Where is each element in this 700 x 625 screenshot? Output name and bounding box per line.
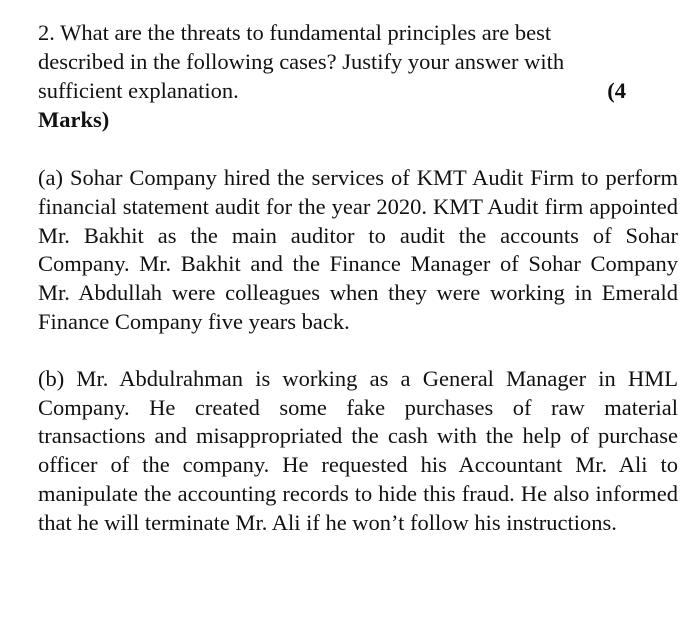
case-a-paragraph: (a) Sohar Company hired the services of KMT Audit Firm to perform financial statement audit for the year 2020. KMT Audit firm appointed Mr. Bakhit as the main auditor to audit the accounts of Sohar Company. Mr. Bakhit and the Finance Manager of Sohar Company Mr. Abdullah were colleagues when they were working in Emerald Finance Company five years back.: [38, 165, 678, 334]
question-line-3-text: sufficient explanation.: [38, 78, 239, 103]
marks-open: (4: [607, 78, 626, 103]
question-line-2: described in the following cases? Justify your answer with: [38, 49, 565, 74]
case-b-paragraph: (b) Mr. Abdulrahman is working as a General Manager in HML Company. He created some fake purchases of raw material transactions and misappropriated the cash with the help of purchase officer of the company. He requested his Accountant Mr. Ali to manipulate the accounting records to hide this fraud. He also informed that he will terminate Mr. Ali if he won’t follow his instructions.: [38, 365, 678, 535]
document-page: [38, 18, 678, 560]
marks-close: Marks): [38, 107, 110, 132]
question-line-3: [38, 76, 630, 105]
question-line-1: 2. What are the threats to fundamental principles are best: [38, 20, 552, 45]
question-heading: [38, 18, 630, 134]
